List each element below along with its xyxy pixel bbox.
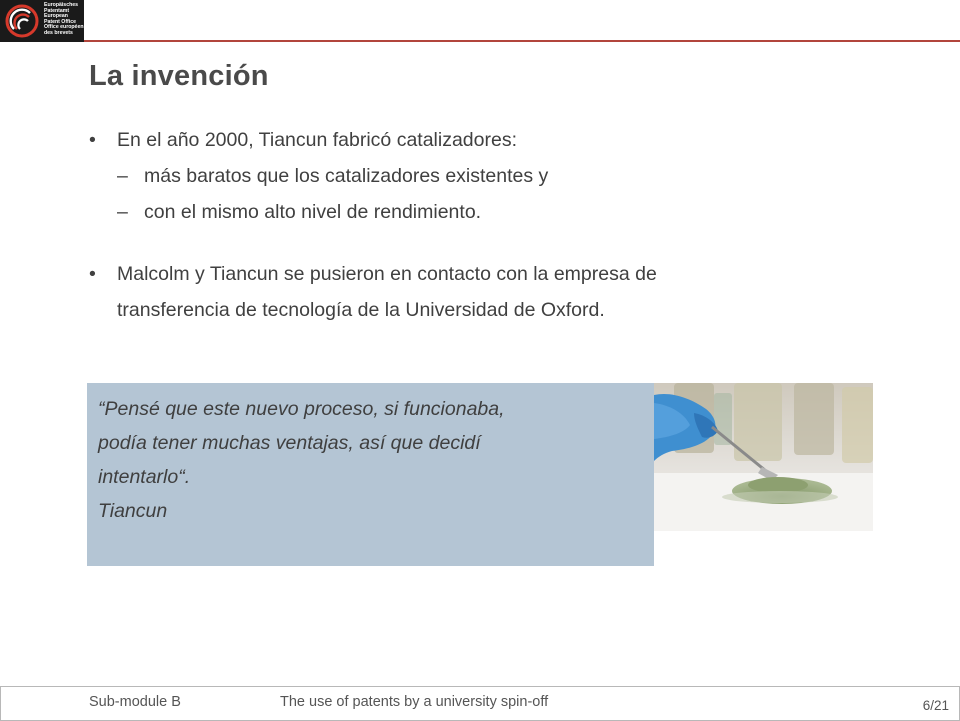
page-number: 6/21 — [922, 698, 949, 713]
bullet-item — [89, 256, 889, 292]
sub-bullet-item — [89, 194, 889, 230]
bullet-continuation: transferencia de tecnología de la Universidad de Oxford. — [117, 299, 605, 321]
sub-bullet-mark: – — [117, 201, 128, 223]
epo-logo — [0, 0, 84, 42]
quote-attribution: Tiancun — [98, 500, 168, 522]
slide-body — [89, 122, 889, 328]
quote-line: intentarlo“. — [98, 466, 191, 488]
epo-emblem-icon — [3, 3, 41, 39]
sub-bullet-item — [89, 158, 889, 194]
slide-footer — [0, 686, 960, 721]
quote-line: podía tener muchas ventajas, así que decidí — [98, 432, 481, 454]
quote-box — [87, 383, 654, 566]
catalyst-photo — [654, 383, 873, 531]
bullet-item — [89, 122, 889, 158]
header-rule — [84, 40, 960, 42]
bullet-mark: • — [89, 129, 96, 151]
sub-bullet-text: con el mismo alto nivel de rendimiento. — [144, 201, 482, 223]
sub-bullet-text: más baratos que los catalizadores existentes y — [144, 165, 549, 187]
quote-text — [98, 392, 643, 528]
footer-topic-label: The use of patents by a university spin-off — [280, 694, 549, 710]
bullet-text: En el año 2000, Tiancun fabricó catalizadores: — [117, 129, 518, 151]
footer-module-label: Sub-module B — [89, 694, 181, 710]
epo-logo-text: Europäisches Patentamt European Patent Office Office européen des brevets — [44, 2, 84, 36]
bullet-text: Malcolm y Tiancun se pusieron en contacto con la empresa de — [117, 263, 657, 285]
sub-bullet-mark: – — [117, 165, 128, 187]
quote-line: “Pensé que este nuevo proceso, si funcionaba, — [98, 398, 505, 420]
bullet-mark: • — [89, 263, 96, 285]
slide-title: La invención — [89, 60, 269, 92]
catalyst-photo-icon — [654, 383, 873, 531]
